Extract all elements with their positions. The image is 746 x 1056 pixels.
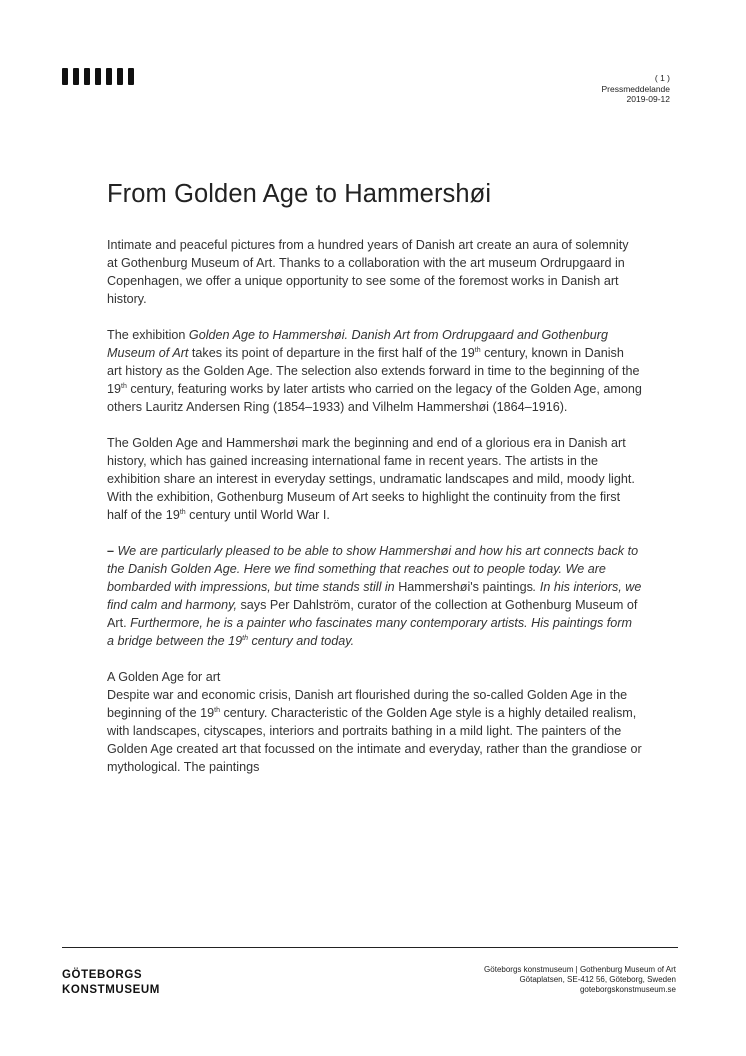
page-title: From Golden Age to Hammershøi bbox=[107, 180, 492, 208]
quote-paragraph: – We are particularly pleased to be able to show Hammershøi and how his art connects back to the Danish Golden Age. Here we find something that reaches out to people today. We are bombarded with impressions, but time stands still in Hammershøi's paintings. In his interiors, we find calm and harmony, says Per Dahlström, curator of the collection at Gothenburg Museum of Art. Furthermore, he is a painter who fascinates many contemporary artists. His paintings form a bridge between the 19th century and today. bbox=[107, 544, 642, 648]
footer-logo: GÖTEBORGS KONSTMUSEUM bbox=[62, 969, 160, 996]
logo-bar bbox=[84, 68, 90, 85]
intro-paragraph: Intimate and peaceful pictures from a hundred years of Danish art create an aura of solemnity at Gothenburg Museum of Art. Thanks to a collaboration with the art museum Ordrupgaard in Copenhagen, we offer a unique opportunity to see some of the foremost works in Danish art history. bbox=[107, 238, 629, 306]
logo-bar bbox=[106, 68, 112, 85]
logo-bar bbox=[128, 68, 134, 85]
era-paragraph: The Golden Age and Hammershøi mark the beginning and end of a glorious era in Danish art history, which has gained increasing international fame in recent years. The artists in the exhibition share an interest in everyday settings, undramatic landscapes and mild, moody light. With the exhibition, Gothenburg Museum of Art seeks to highlight the continuity from the first half of the 19th century until World War I. bbox=[107, 436, 635, 522]
doc-type: Pressmeddelande bbox=[601, 83, 670, 94]
logo-bar bbox=[62, 68, 68, 85]
website: goteborgskonstmuseum.se bbox=[579, 985, 676, 994]
logo-bar bbox=[73, 68, 79, 85]
museum-name: Göteborgs konstmuseum | Gothenburg Museum of Art bbox=[484, 965, 676, 974]
footer-address bbox=[484, 965, 676, 995]
golden-age-paragraph: Despite war and economic crisis, Danish art flourished during the so-called Golden Age in the beginning of the 19th century. Characteristic of the Golden Age style is a highly detailed realism, with landscapes, cityscapes, interiors and portraits bathing in a mild light. The painters of the Golden Age created art that focussed on the intimate and everyday, rather than the grandiose or mythological. The paintings bbox=[107, 688, 642, 774]
header-meta bbox=[601, 73, 670, 105]
logo-bar bbox=[95, 68, 101, 85]
page-number: ( 1 ) bbox=[654, 73, 670, 83]
footer-divider bbox=[62, 947, 678, 948]
press-release-body bbox=[107, 236, 642, 794]
street-address: Götaplatsen, SE-412 56, Göteborg, Sweden bbox=[519, 975, 676, 984]
logo-bar bbox=[117, 68, 123, 85]
exhibition-title: Golden Age to Hammershøi. Danish Art from Ordrupgaard and Gothenburg Museum of Art bbox=[107, 328, 608, 360]
section-heading: A Golden Age for art bbox=[107, 670, 221, 684]
doc-date: 2019-09-12 bbox=[626, 94, 670, 104]
museum-logo-bars bbox=[62, 68, 134, 85]
exhibition-paragraph: The exhibition Golden Age to Hammershøi. Danish Art from Ordrupgaard and Gothenburg Museum of Art takes its point of departure in the first half of the 19th century, known in Danish art history as the Golden Age. The selection also extends forward in time to the beginning of the 19th century, featuring works by later artists who carried on the legacy of the Golden Age, among others Lauritz Andersen Ring (1854–1933) and Vilhelm Hammershøi (1864–1916). bbox=[107, 328, 642, 414]
